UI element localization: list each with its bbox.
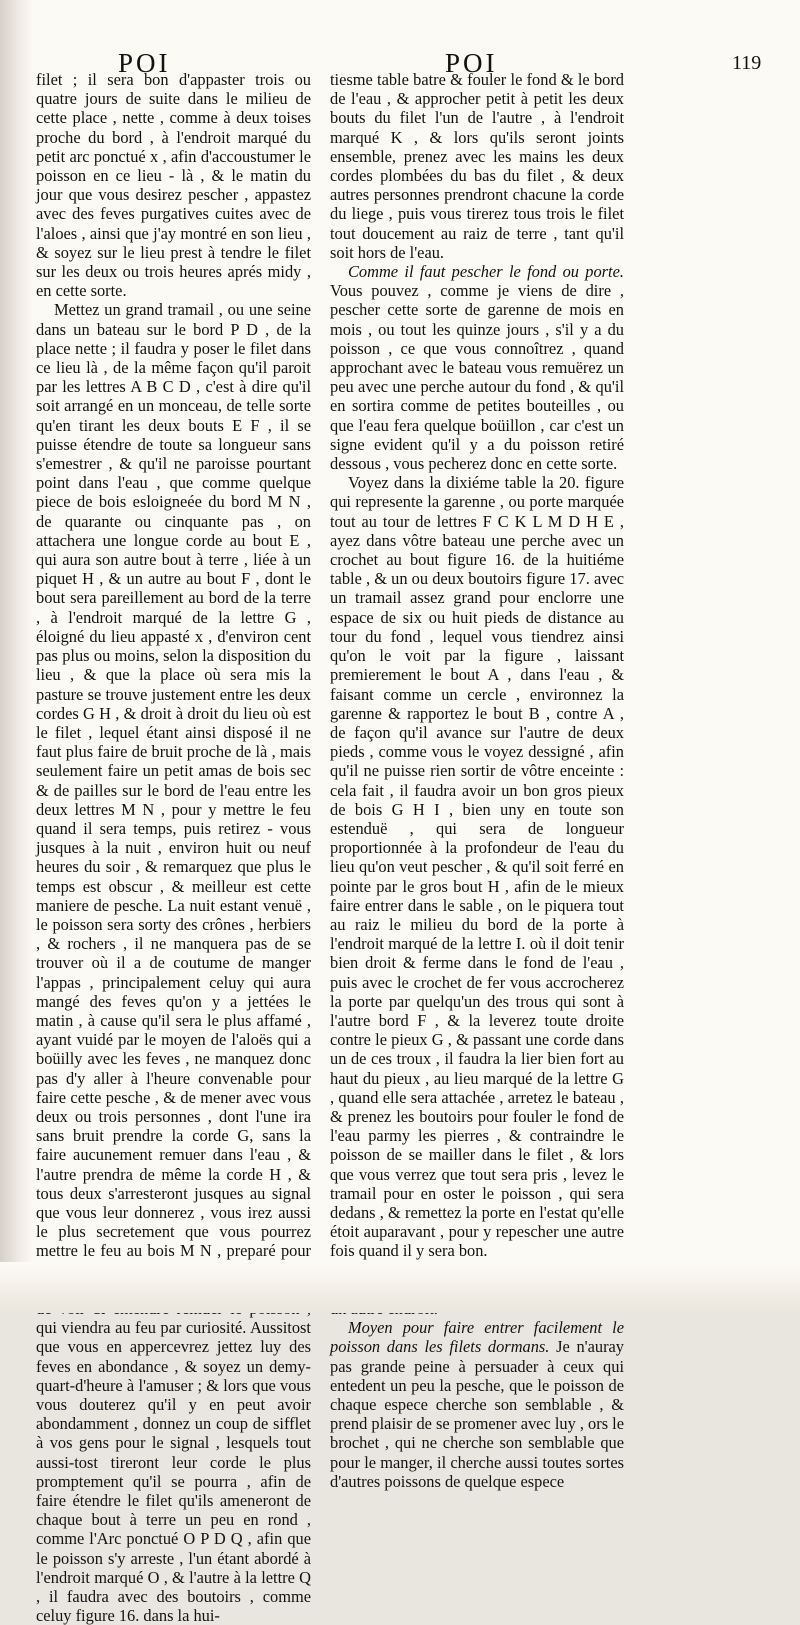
right-paragraph-5 (330, 1318, 624, 1491)
section-heading-italic: Moyen pour faire entrer facilement le poisson dans les filets dormans. (330, 1318, 624, 1357)
right-paragraph-3: Voyez dans la dixiéme table la 20. figure qui represente la garenne , ou porte marquée tout au tour de lettres F C K L M D H E , ayez dans vôtre bateau une perche avec un crochet au bout figure 16. de la huitiéme table , & un ou deux boutoirs figure 17. avec un tramail assez grand pour enclorre une espace de six ou huit pieds de distance au tour du fond , lequel vous tiendrez ainsi qu'on le voit par la figure , laissant premierement le bout A , dans l'eau , & faisant comme un cercle , environnez la garenne & rapportez le bout B , contre A , de façon qu'il avance sur l'autre de deux pieds , comme vous le voyez dessigné , afin qu'il ne puisse rien sortir de vôtre enceinte : cela fait , il faudra avoir un bon gros pieux de bois G H I , bien uny en toute son estenduë , qui sera de longueur proportionnée à la profondeur de l'eau du lieu qu'on veut pescher , & qu'il soit ferré en pointe par le gros bout H , afin de le mieux faire entrer dans le sable , on le piquera tout au raiz le milieu du bord de la porte à l'endroit marqué de la lettre I. où il doit tenir bien droit & ferme dans le fond de l'eau , puis avec le crochet de fer vous accrocherez la porte par quelqu'un des trous qui sont à l'autre bord F , & la leverez toute droite contre le pieux G , & passant une corde dans un de ces troux , il faudra la lier bien fort au haut du pieux , au lieu marqué de la lettre G , quand elle sera attachée , arretez le bateau , & prenez les boutoirs pour fouler le fond de l'eau parmy les pierres , & contraindre le poisson de se mailler dans le filet , & lors que vous verrez que tout sera pris , levez le tramail pour en oster le poisson , qui sera dedans , & remettez la porte en l'estat qu'elle étoit auparavant , pour y repescher une autre fois quand il y sera bon. (330, 473, 624, 1261)
section-heading-italic: Comme il faut pescher le fond ou porte. (348, 262, 624, 282)
running-head-right: POI (445, 48, 498, 78)
running-header (0, 40, 800, 78)
left-paragraph-1: filet ; il sera bon d'appaster trois ou quatre jours de suite dans le milieu de cette place , nette , comme à deux toises proche du bord , à l'endroit marqué du petit arc ponctué x , afin d'accoustumer le poisson en ce lieu - là , & le matin du jour que vous desirez pescher , appastez avec des feves purgatives cuites avec de l'aloes , ainsi que j'ay montré en son lieu , & soyez sur le lieu prest à tendre le filet sur les deux ou trois heures aprés midy , en cette sorte. (36, 70, 311, 301)
right-column (330, 70, 625, 1491)
right-paragraph-1: tiesme table batre & fouler le fond & le bord de l'eau , & approcher petit à petit les deux bouts du filet l'un de l'autre , à l'endroit marqué K , & lors qu'ils seront joints ensemble, prenez avec les mains les deux cordes plombées du bas du filet , & deux autres personnes prendront chacune la corde du liege , puis vous tirerez tous trois le filet tout doucement au raiz de terre , tant qu'il soit hors de l'eau. (330, 70, 624, 262)
page-gutter-shadow (0, 0, 34, 1313)
right-paragraph-2-body: Vous pouvez , comme je viens de dire , pescher cette sorte de garenne de mois en mois , ou tout les quinze jours , s'il y a du poisson , ce que vous connoîtrez , quand approchant avec le bateau vous remuërez un peu avec une perche autour du fond , & qu'il en sortira comme de petites bouteilles , ou que l'eau fera quelque boüillon , car c'est un signe evident qu'il y a du poisson retiré dessous , vous pecherez donc en cette sorte. (330, 281, 624, 474)
running-head-left: POI (118, 48, 171, 78)
right-paragraph-2 (330, 262, 624, 473)
left-column (36, 70, 311, 1625)
page-number: 119 (732, 52, 762, 74)
left-paragraph-2: Mettez un grand tramail , ou une seine dans un bateau sur le bord P D , de la place nette ; il faudra y poser le filet dans ce lieu là , de la même façon qu'il paroit par les lettres A B C D , c'est à dire qu'il soit arrangé en un monceau, de telle sorte qu'en tirant les deux bouts E F , il se puisse étendre de toute sa longueur sans s'emestrer , & qu'il ne paroisse pourtant point dans l'eau , que comme quelque piece de bois esloigneée du bord M N , de quarante ou cinquante pas , on attachera une longue corde au bout E , qui aura son autre bout à terre , liée à un piquet H , & un autre au bout F , dont le bout sera pareillement au bord de la terre , à l'endroit marqué de la lettre G , éloigné du lieu appasté x , d'environ cent pas plus ou moins, selon la disposition du lieu , & que la place où sera mis la pasture se trouve justement entre les deux cordes G H , & droit à droit du lieu où est le filet , lequel étant ainsi disposé il ne faut plus faire de bruit proche de là , mais seulement faire un petit amas de bois sec & de pailles sur le bord de l'eau entre les deux lettres M N , pour y mettre le feu quand il sera temps, puis retirez - vous jusques à la nuit , environ huit ou neuf heures du soir , & remarquez que plus le temps est obscur , & meilleur est cette maniere de pesche. La nuit estant venuë , le poisson sera sorty des crônes , herbiers , & rochers , il ne manquera pas de se trouver où il a de coutume de manger l'appas , principalement celuy qui aura mangé des feves qu'on y a jettées le matin , à cause qu'il sera le plus affamé , ayant vuidé par le moyen de l'aloës qui a boüilly avec les feves , ne manquez donc pas d'y aller à l'heure convenable pour faire cette pesche , & de mener avec vous deux ou trois personnes , dont l'une ira sans bruit prendre la corde G, sans la faire aucunement remuer dans l'eau , & l'autre prendra de même la corde H , & tous deux s'arresteront jusques au signal que vous leur donnerez , vous irez aussi le plus secretement que vous pourrez mettre le feu au bois M N , preparé pour qui viendra au feu par curiosité. Aussitost que vous en appercevrez jettez luy des feves en abondance , & soyez un demy-quart-d'heure à l'amuser ; & lors que vous vous douterez qu'il y en peut avoir abondamment , donnez un coup de sifflet à vos gens pour le signal , lesquels tout aussi-tost tireront leur corde le plus promptement qu'il se pourra , afin de faire étendre le filet qu'ils ameneront de chaque bout à terre un peu en rond , comme l'Arc ponctué O P D Q , afin que le poisson s'y arreste , l'un étant abordé à l'endroit marqué O , & l'autre à la lettre Q , il faudra avec des boutoirs , comme celuy figure 16. dans la hui- (36, 300, 311, 1625)
page-bottom-margin (0, 1262, 800, 1313)
right-paragraph-5-body: Je n'auray pas grande peine à persuader à ceux qui entedent un peu la pesche, que le poisson de chaque espece cherche son semblable , & prend plaisir de se promener avec luy , ors le brochet , qui ne cherche son semblable que pour le manger, il cherche aussi toutes sortes d'autres poissons de quelque espece (330, 1337, 625, 1491)
